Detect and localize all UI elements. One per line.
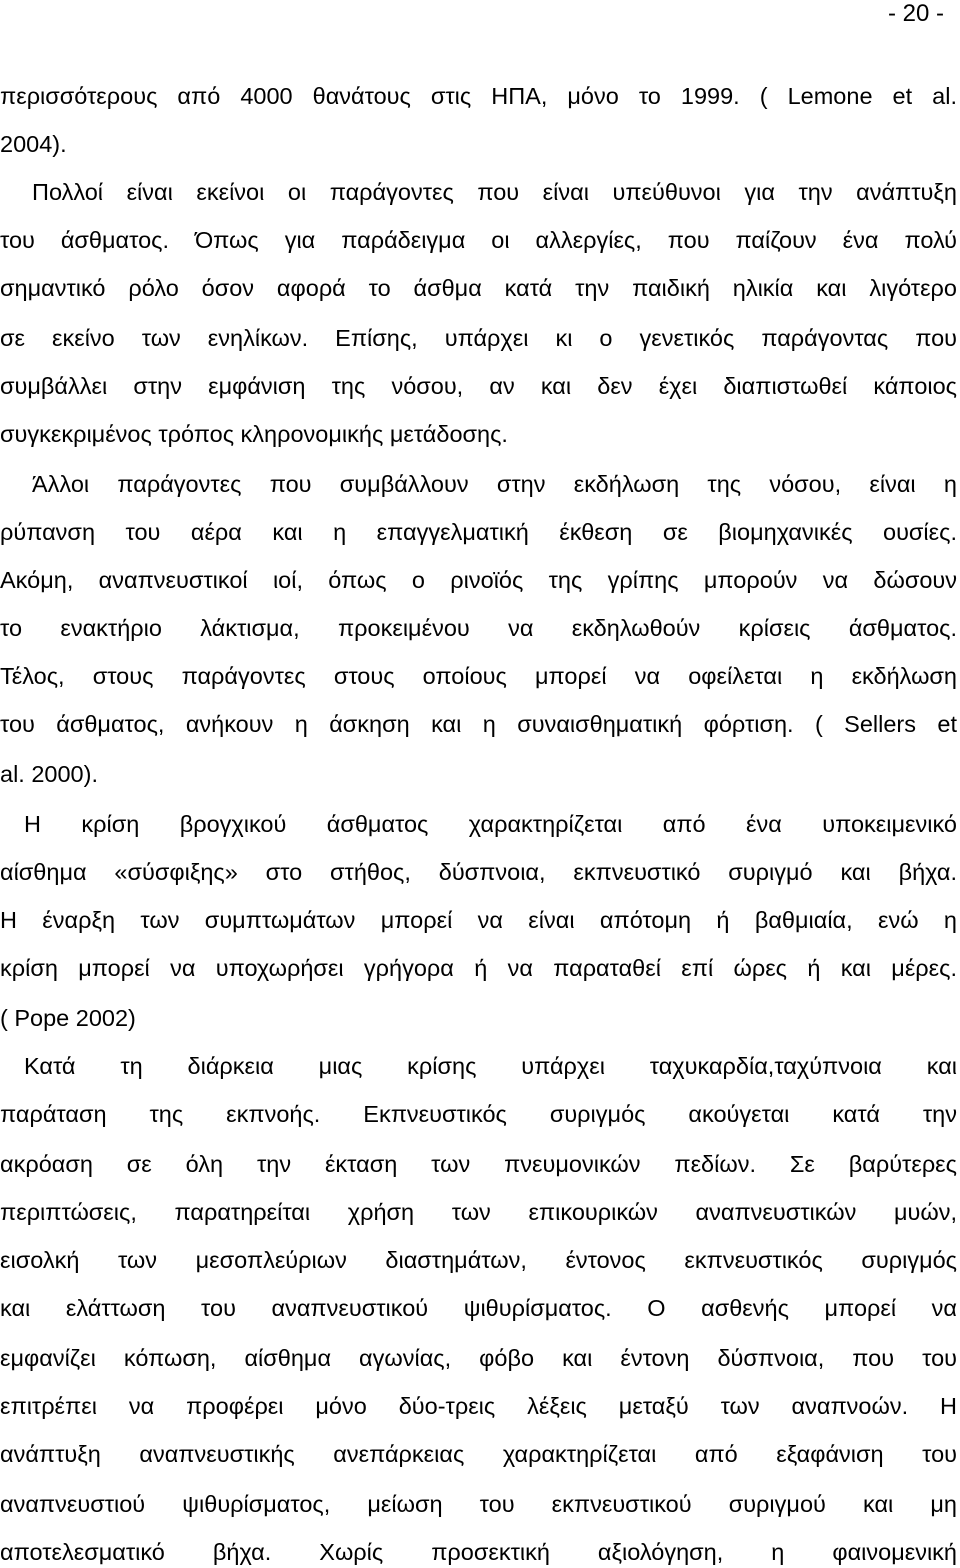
- text-line: κρίση μπορεί να υποχωρήσει γρήγορα ή να παραταθεί επί ώρες ή και μέρες.: [0, 955, 957, 981]
- text-line: και ελάττωση του αναπνευστικού ψιθυρίσματος. Ο ασθενής μπορεί να: [0, 1295, 957, 1321]
- text-line: επιτρέπει να προφέρει μόνο δύο-τρεις λέξεις μεταξύ των αναπνοών. Η: [0, 1393, 957, 1419]
- text-line: Πολλοί είναι εκείνοι οι παράγοντες που είναι υπεύθυνοι για την ανάπτυξη: [32, 179, 957, 205]
- text-line: αποτελεσματικό βήχα. Χωρίς προσεκτική αξιολόγηση, η φαινομενική: [0, 1539, 957, 1565]
- text-line: Η κρίση βρογχικού άσθματος χαρακτηρίζεται από ένα υποκειμενικό: [24, 811, 957, 837]
- text-line: ακρόαση σε όλη την έκταση των πνευμονικών πεδίων. Σε βαρύτερες: [0, 1151, 957, 1177]
- text-line: περισσότερους από 4000 θανάτους στις ΗΠΑ, μόνο το 1999. ( Lemone et al.: [0, 83, 957, 109]
- text-line: Κατά τη διάρκεια μιας κρίσης υπάρχει ταχυκαρδία,ταχύπνοια και: [24, 1053, 957, 1079]
- text-line: του άσθματος. Όπως για παράδειγμα οι αλλεργίες, που παίζουν ένα πολύ: [0, 227, 957, 253]
- text-line: Άλλοι παράγοντες που συμβάλλουν στην εκδήλωση της νόσου, είναι η: [32, 471, 957, 497]
- text-line: 2004).: [0, 131, 67, 157]
- text-line: συγκεκριμένος τρόπος κληρονομικής μετάδοσης.: [0, 421, 508, 447]
- text-line: το ενακτήριο λάκτισμα, προκειμένου να εκδηλωθούν κρίσεις άσθματος.: [0, 615, 957, 641]
- text-line: ( Pope 2002): [0, 1005, 136, 1031]
- text-line: σημαντικό ρόλο όσον αφορά το άσθμα κατά την παιδική ηλικία και λιγότερο: [0, 275, 957, 301]
- text-line: περιπτώσεις, παρατηρείται χρήση των επικουρικών αναπνευστικών μυών,: [0, 1199, 957, 1225]
- page-number: - 20 -: [887, 0, 944, 27]
- text-line: al. 2000).: [0, 761, 98, 787]
- text-line: του άσθματος, ανήκουν η άσκηση και η συναισθηματική φόρτιση. ( Sellers et: [0, 711, 957, 737]
- text-line: ρύπανση του αέρα και η επαγγελματική έκθεση σε βιομηχανικές ουσίες.: [0, 519, 957, 545]
- text-line: συμβάλλει στην εμφάνιση της νόσου, αν και δεν έχει διαπιστωθεί κάποιος: [0, 373, 957, 399]
- text-line: παράταση της εκπνοής. Εκπνευστικός συριγμός ακούγεται κατά την: [0, 1101, 957, 1127]
- text-line: αναπνευστιού ψιθυρίσματος, μείωση του εκπνευστικού συριγμού και μη: [0, 1491, 957, 1517]
- text-line: εισολκή των μεσοπλεύριων διαστημάτων, έντονος εκπνευστικός συριγμός: [0, 1247, 957, 1273]
- text-line: αίσθημα «σύσφιξης» στο στήθος, δύσπνοια, εκπνευστικό συριγμό και βήχα.: [0, 859, 957, 885]
- text-line: εμφανίζει κόπωση, αίσθημα αγωνίας, φόβο και έντονη δύσπνοια, που του: [0, 1345, 957, 1371]
- text-line: Η έναρξη των συμπτωμάτων μπορεί να είναι απότομη ή βαθμιαία, ενώ η: [0, 907, 957, 933]
- text-line: Ακόμη, αναπνευστικοί ιοί, όπως ο ρινοϊός της γρίπης μπορούν να δώσουν: [0, 567, 957, 593]
- text-line: Τέλος, στους παράγοντες στους οποίους μπορεί να οφείλεται η εκδήλωση: [0, 663, 957, 689]
- text-line: ανάπτυξη αναπνευστικής ανεπάρκειας χαρακτηρίζεται από εξαφάνιση του: [0, 1441, 957, 1467]
- text-line: σε εκείνο των ενηλίκων. Επίσης, υπάρχει κι ο γενετικός παράγοντας που: [0, 325, 957, 351]
